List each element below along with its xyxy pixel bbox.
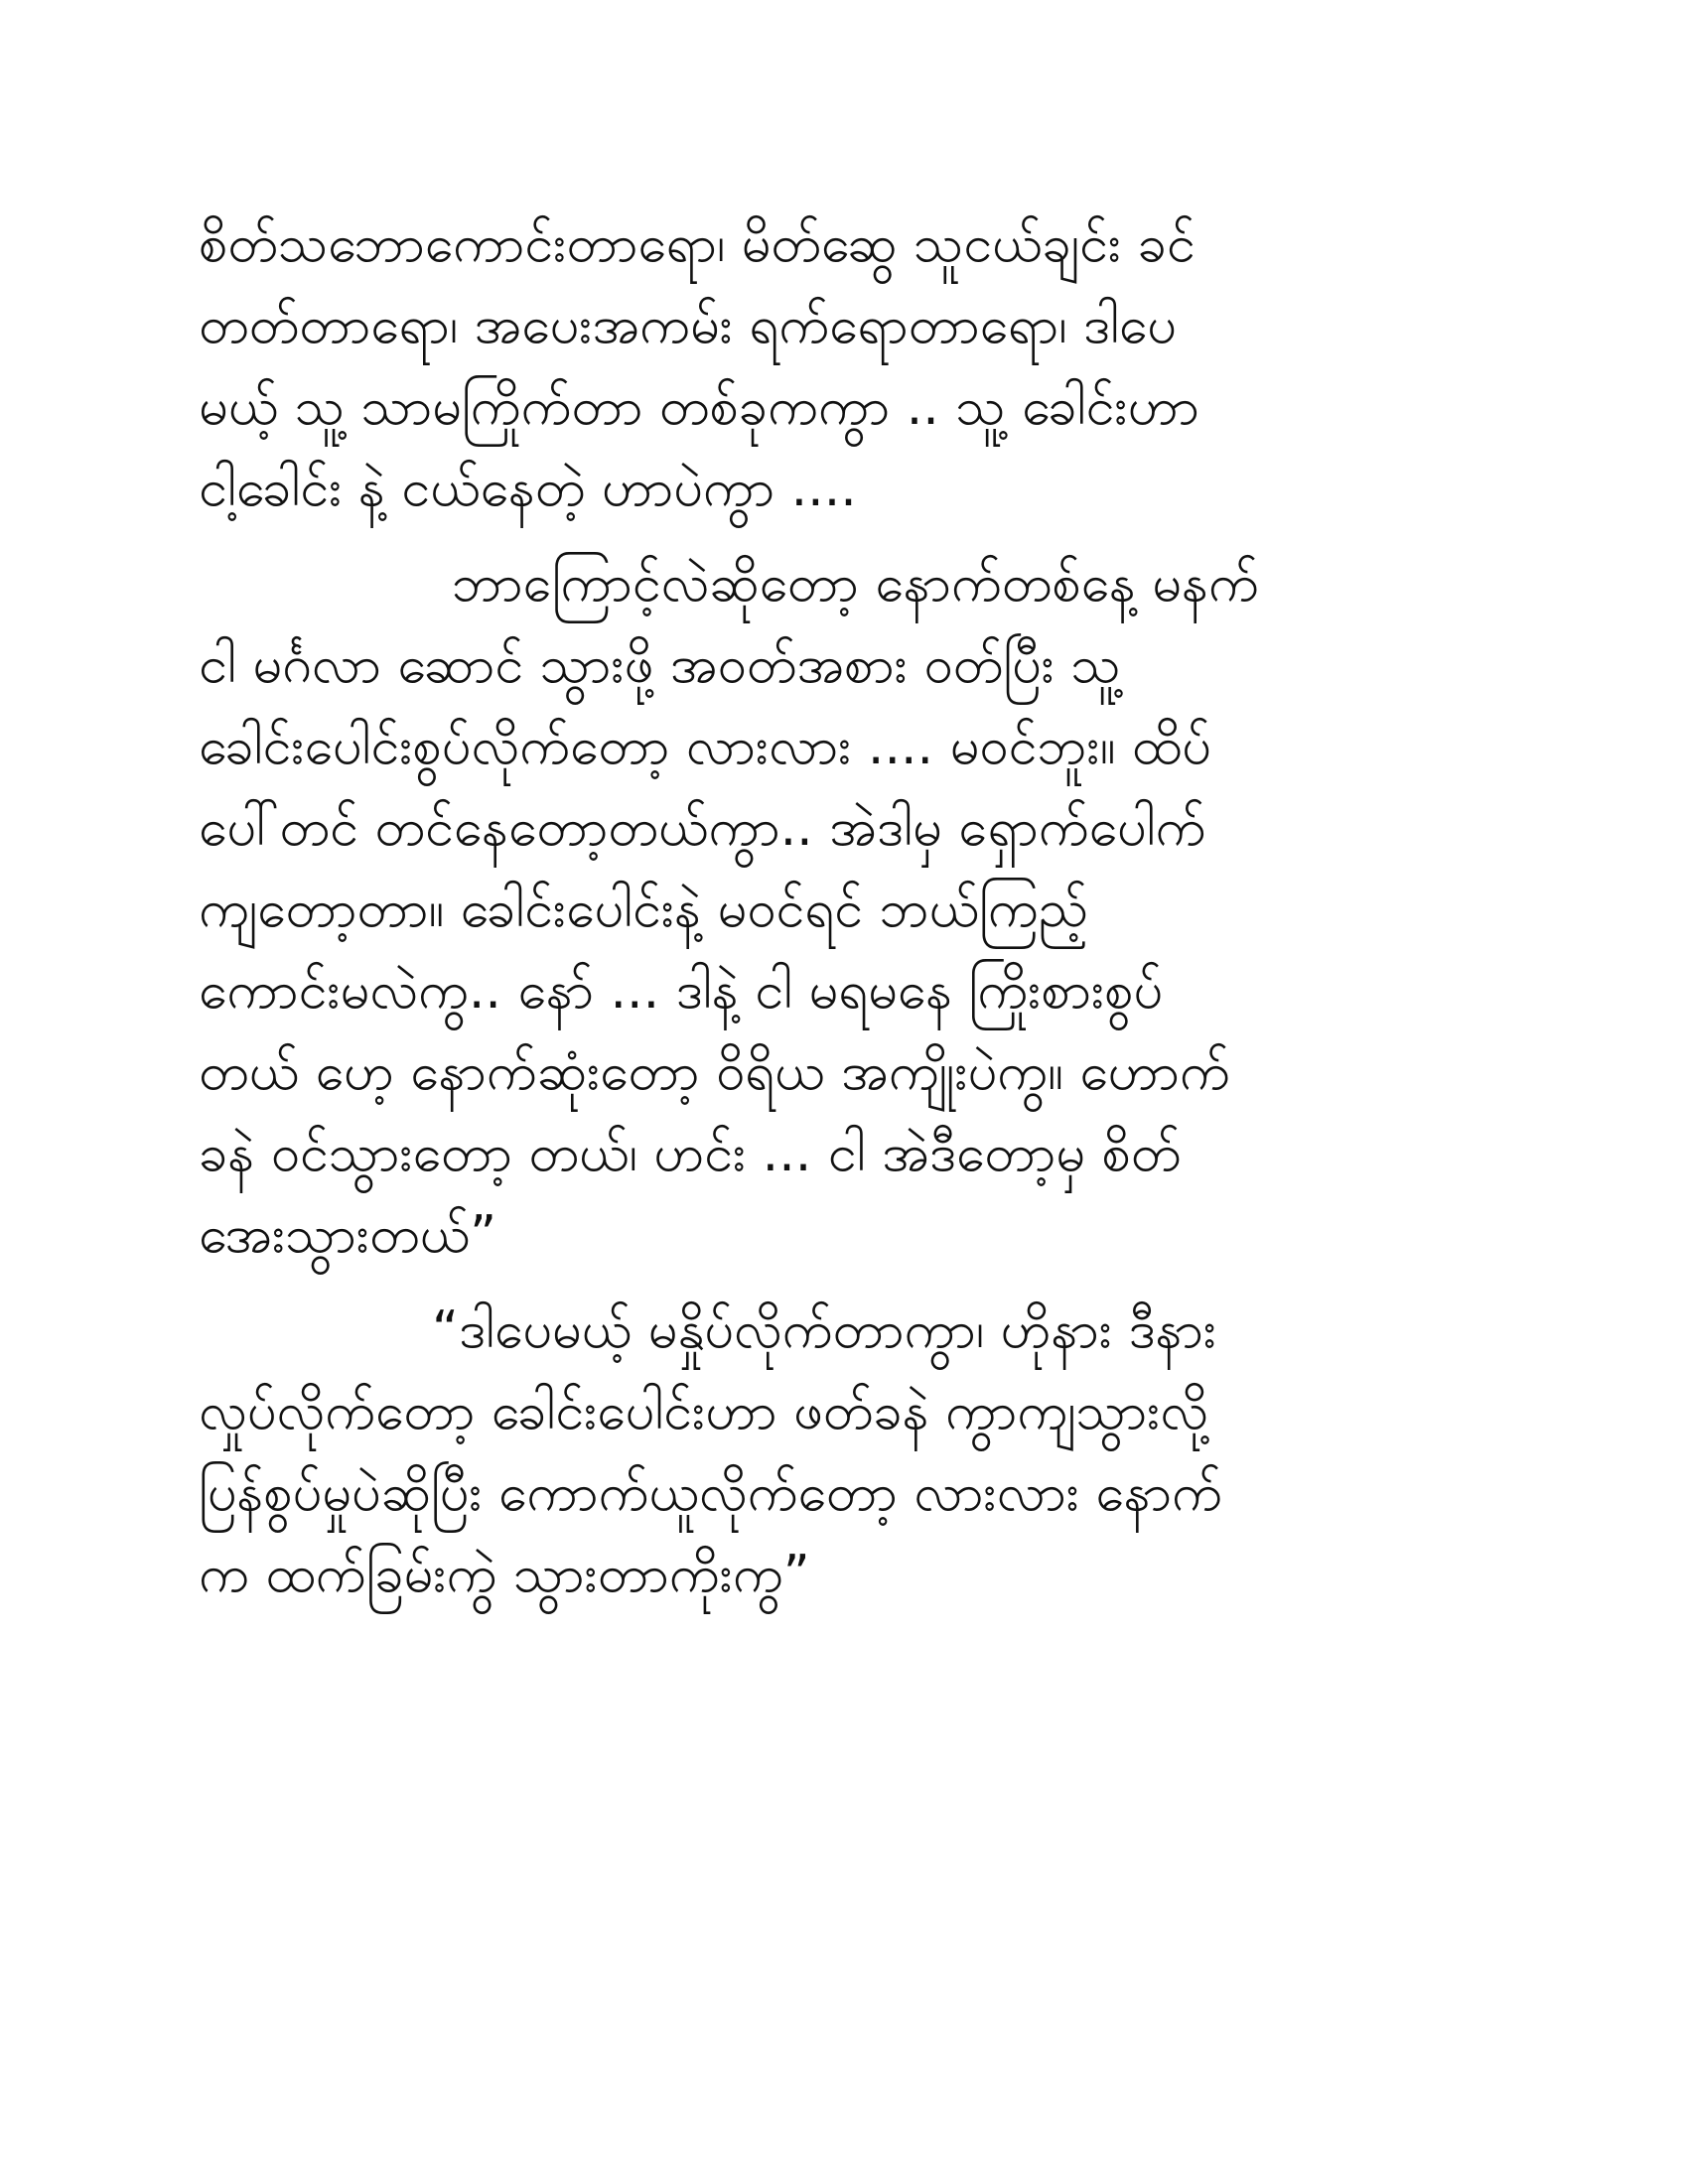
text-line: “ဒါပေမယ့် မနှိုပ်လိုက်တာကွာ၊ ဟိုနား ဒီနား bbox=[432, 1300, 1217, 1360]
paragraph-3 bbox=[199, 1290, 1489, 1615]
text-line: တတ်တာရော၊ အပေးအကမ်း ရက်ရောတာရော၊ ဒါပေ bbox=[199, 296, 1177, 355]
text-line: ပေါ်တင် တင်နေတော့တယ်ကွာ.. အဲဒါမှ ရှောက်ပေါက် bbox=[199, 798, 1206, 858]
text-line: တယ် ဟေ့ နောက်ဆုံးတော့ ဝိရိယ အကျိုးပဲကွ။ ဟောက် bbox=[199, 1042, 1230, 1102]
text-line: လှုပ်လိုက်တော့ ခေါင်းပေါင်းဟာ ဖတ်ခနဲ ကွာကျသွားလို့ bbox=[199, 1382, 1209, 1441]
text-line: မယ့် သူ့ သာမကြိုက်တာ တစ်ခုကကွာ .. သူ့ ခေါင်းဟာ bbox=[199, 377, 1199, 437]
text-line: ခနဲ ဝင်သွားတော့ တယ်၊ ဟင်း ... ငါ အဲဒီတော့မှ စိတ် bbox=[199, 1124, 1182, 1183]
text-line: ဘာကြောင့်လဲဆိုတော့ နောက်တစ်နေ့ မနက် bbox=[452, 554, 1259, 614]
text-line: ငါ မင်္ဂလာ ဆောင် သွားဖို့ အဝတ်အစား ဝတ်ပြီး သူ့ bbox=[199, 635, 1121, 695]
text-line: က ထက်ခြမ်းကွဲ သွားတာကိုးကွ” bbox=[199, 1545, 810, 1604]
text-line: ငါ့ခေါင်း နဲ့ ငယ်နေတဲ့ ဟာပဲကွာ .... bbox=[199, 459, 857, 518]
text-line: အေးသွားတယ်” bbox=[199, 1205, 497, 1265]
text-line: ခေါင်းပေါင်းစွပ်လိုက်တော့ လားလား .... မဝင်ဘူး။ ထိပ် bbox=[199, 717, 1211, 776]
document-page bbox=[199, 204, 1489, 1629]
paragraph-2 bbox=[199, 543, 1489, 1276]
text-line: ကျတော့တာ။ ခေါင်းပေါင်းနဲ့ မဝင်ရင် ဘယ်ကြည့် bbox=[199, 880, 1088, 939]
text-line: စိတ်သဘောကောင်းတာရော၊ မိတ်ဆွေ သူငယ်ချင်း ခင် bbox=[199, 214, 1196, 274]
paragraph-1 bbox=[199, 204, 1489, 529]
text-line: ပြန်စွပ်မှုပဲဆိုပြီး ကောက်ယူလိုက်တော့ လားလား နောက် bbox=[199, 1463, 1222, 1523]
text-line: ကောင်းမလဲကွ.. နော် ... ဒါနဲ့ ငါ မရမနေ ကြိုးစားစွပ် bbox=[199, 961, 1164, 1021]
